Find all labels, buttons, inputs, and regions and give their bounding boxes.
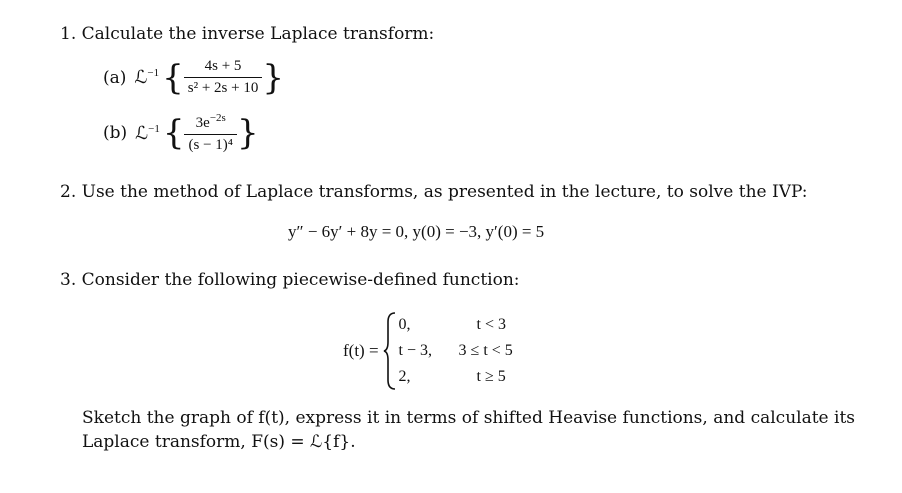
case-conditions	[459, 312, 513, 390]
problem-1a	[103, 58, 284, 97]
fraction-denominator: (s − 1)⁴	[184, 134, 237, 154]
fraction-numerator: 4s + 5	[204, 58, 242, 74]
ivp-equation: y″ − 6y′ + 8y = 0, y(0) = −3, y′(0) = 5	[288, 222, 545, 241]
case-condition: t < 3	[476, 316, 507, 333]
fraction-denominator: s² + 2s + 10	[184, 77, 263, 97]
case-values	[399, 312, 459, 390]
fraction-1b	[184, 112, 237, 154]
inverse-laplace-operator	[135, 123, 160, 144]
case-condition: 3 ≤ t < 5	[458, 342, 513, 359]
exponent: −2s	[209, 112, 226, 124]
fraction-1a	[184, 58, 263, 97]
operator-superscript: −1	[147, 67, 160, 79]
case-condition: t ≥ 5	[476, 368, 506, 385]
operator-superscript: −1	[148, 122, 160, 135]
right-brace: }	[262, 57, 284, 98]
operator-symbol: ℒ	[135, 122, 149, 143]
problem-3-heading: 3. Consider the following piecewise-defined function:	[60, 270, 520, 290]
problem-1-heading: 1. Calculate the inverse Laplace transform:	[60, 24, 435, 44]
fraction-numerator: $3e^{-2s}$	[195, 112, 226, 131]
right-brace: }	[237, 113, 259, 153]
problem-1a-label: (a)	[103, 67, 127, 88]
piecewise-brace-icon	[383, 312, 397, 390]
case-value: 2,	[398, 368, 411, 385]
left-brace: {	[162, 57, 184, 98]
function-lhs: f(t) =	[343, 341, 379, 360]
piecewise-function	[343, 312, 513, 390]
inverse-laplace-operator	[134, 67, 159, 88]
problem-1b	[103, 112, 259, 154]
operator-symbol: ℒ	[134, 67, 148, 87]
problem-1b-label: (b)	[103, 123, 128, 143]
case-value: 0,	[398, 316, 411, 333]
problem-3-instructions-line-1: Sketch the graph of f(t), express it in terms of shifted Heavise functions, and calculate its	[82, 408, 856, 428]
problem-3-instructions-line-2: Laplace transform, F(s) = ℒ{f}.	[82, 432, 356, 452]
case-value: t − 3,	[398, 342, 433, 359]
problem-2-heading: 2. Use the method of Laplace transforms, as presented in the lecture, to solve the IVP:	[60, 182, 808, 202]
piecewise-cases	[399, 312, 513, 390]
left-brace: {	[162, 113, 185, 153]
